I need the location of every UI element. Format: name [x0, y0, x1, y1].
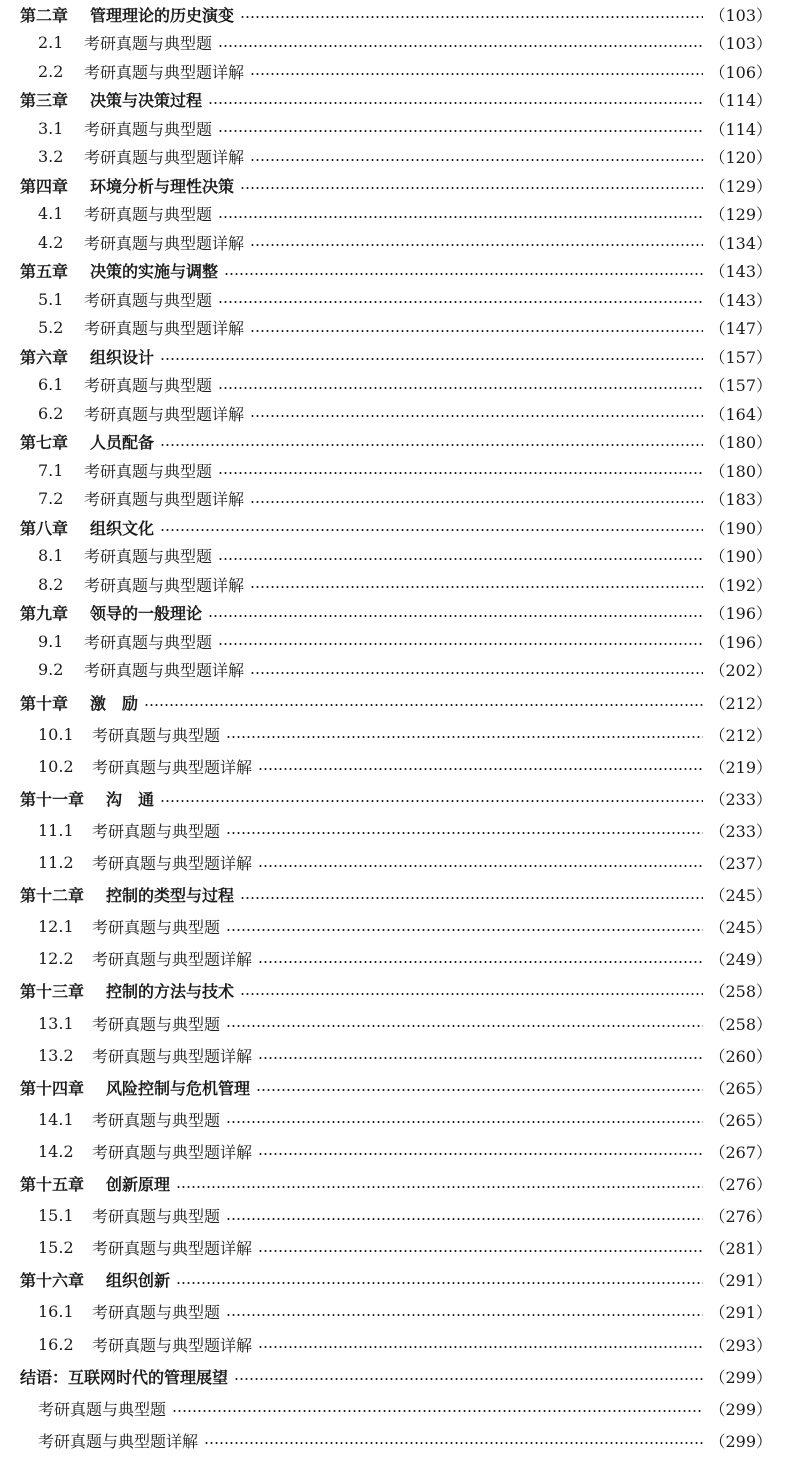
dot-leader: [226, 736, 703, 738]
toc-section-row: [0, 943, 790, 975]
dot-leader: [240, 16, 703, 18]
page-number: （299）: [709, 1431, 772, 1451]
dot-leader: [218, 45, 703, 47]
section-number: 16.2: [38, 1334, 74, 1354]
section-number: 10.1: [38, 724, 74, 744]
page-number: （114）: [709, 91, 772, 111]
toc-section-row: [0, 285, 790, 314]
dot-leader: [258, 1153, 703, 1155]
page-number: （103）: [709, 34, 772, 54]
toc-chapter-row: [0, 599, 790, 628]
dot-leader: [240, 897, 703, 899]
section-title: 考研真题与典型题详解: [84, 575, 245, 595]
page-number: （196）: [709, 632, 772, 652]
section-number: 9.1: [38, 631, 64, 651]
section-title: 考研真题与典型题: [38, 1399, 167, 1419]
section-number: 3.1: [38, 118, 64, 138]
section-title: 考研真题与典型题: [92, 1303, 221, 1323]
page-number: （299）: [709, 1367, 772, 1387]
section-number: 10.2: [38, 756, 74, 776]
section-number: 12.2: [38, 949, 74, 969]
section-number: 15.1: [38, 1206, 74, 1226]
toc-chapter-row: [0, 0, 790, 29]
page-number: （265）: [709, 1110, 772, 1130]
section-number: 14.2: [38, 1141, 74, 1161]
dot-leader: [258, 1250, 703, 1252]
dot-leader: [258, 768, 703, 770]
dot-leader: [218, 130, 703, 132]
dot-leader: [226, 832, 703, 834]
dot-leader: [160, 444, 703, 446]
page-number: （120）: [709, 148, 772, 168]
page-number: （192）: [709, 575, 772, 595]
page-number: （180）: [709, 433, 772, 453]
page-number: （260）: [709, 1046, 772, 1066]
toc-section-row: [0, 57, 790, 86]
toc-chapter-row: [0, 171, 790, 200]
toc-chapter-row: [0, 1264, 790, 1296]
section-number: 12.1: [38, 917, 74, 937]
chapter-title: 沟 通: [106, 789, 155, 809]
chapter-number: 第十四章: [20, 1078, 85, 1098]
section-number: 8.2: [38, 574, 64, 594]
chapter-title: 人员配备: [90, 433, 155, 453]
section-title: 考研真题与典型题详解: [92, 950, 253, 970]
toc-section-row: [0, 1200, 790, 1232]
chapter-title: 决策与决策过程: [90, 91, 203, 111]
dot-leader: [240, 993, 703, 995]
chapter-title: 激 励: [90, 693, 139, 713]
page-number: （164）: [709, 404, 772, 424]
section-title: 考研真题与典型题: [84, 119, 213, 139]
toc-section-row: [0, 847, 790, 879]
section-number: 13.2: [38, 1045, 74, 1065]
dot-leader: [160, 529, 703, 531]
page-number: （249）: [709, 950, 772, 970]
toc-section-row: [0, 29, 790, 58]
section-title: 考研真题与典型题详解: [84, 490, 245, 510]
dot-leader: [226, 929, 703, 931]
dot-leader: [176, 1186, 703, 1188]
toc-section-row: [0, 399, 790, 428]
dot-leader: [256, 1089, 703, 1091]
section-title: 考研真题与典型题详解: [92, 757, 253, 777]
chapter-number: 第二章: [20, 5, 69, 25]
page-number: （265）: [709, 1078, 772, 1098]
toc-section-row: [0, 1007, 790, 1039]
page-number: （258）: [709, 982, 772, 1002]
page-number: （129）: [709, 176, 772, 196]
dot-leader: [234, 1378, 703, 1380]
chapter-title: 管理理论的历史演变: [90, 5, 235, 25]
chapter-number: 第十二章: [20, 886, 85, 906]
section-title: 考研真题与典型题详解: [84, 661, 245, 681]
section-number: 3.2: [38, 147, 64, 167]
toc-section-row: [0, 228, 790, 257]
chapter-number: 第三章: [20, 91, 69, 111]
section-number: 4.2: [38, 232, 64, 252]
page-number: （233）: [709, 789, 772, 809]
chapter-number: 第十三章: [20, 982, 85, 1002]
toc-chapter-row: [0, 975, 790, 1007]
toc-section-row: [0, 200, 790, 229]
page-number: （293）: [709, 1335, 772, 1355]
page-number: （190）: [709, 518, 772, 538]
dot-leader: [218, 301, 703, 303]
dot-leader: [226, 1121, 703, 1123]
chapter-number: 第十一章: [20, 789, 85, 809]
page-number: （157）: [709, 347, 772, 367]
toc-section-row: [0, 911, 790, 943]
section-number: 14.1: [38, 1109, 74, 1129]
page-number: （276）: [709, 1207, 772, 1227]
chapter-number: 第六章: [20, 347, 69, 367]
dot-leader: [250, 501, 703, 503]
page-number: （233）: [709, 821, 772, 841]
toc-section-row: [0, 314, 790, 343]
dot-leader: [226, 1314, 703, 1316]
section-title: 考研真题与典型题详解: [84, 233, 245, 253]
toc-chapter-row: [0, 879, 790, 911]
section-number: 11.2: [38, 853, 74, 873]
dot-leader: [218, 216, 703, 218]
toc-section-row: [0, 542, 790, 571]
dot-leader: [176, 1282, 703, 1284]
section-title: 考研真题与典型题: [84, 290, 213, 310]
section-title: 考研真题与典型题: [92, 1014, 221, 1034]
section-title: 考研真题与典型题: [92, 1207, 221, 1227]
section-number: 4.1: [38, 204, 64, 224]
chapter-title: 结语：互联网时代的管理展望: [20, 1367, 229, 1387]
toc-section-row: [0, 570, 790, 599]
section-title: 考研真题与典型题: [84, 547, 213, 567]
dot-leader: [226, 1218, 703, 1220]
page-number: （180）: [709, 461, 772, 481]
page-number: （276）: [709, 1175, 772, 1195]
toc-section-row: [0, 1039, 790, 1071]
page-number: （114）: [709, 119, 772, 139]
dot-leader: [250, 244, 703, 246]
section-title: 考研真题与典型题: [92, 725, 221, 745]
dot-leader: [204, 1442, 703, 1444]
section-title: 考研真题与典型题: [92, 821, 221, 841]
toc-chapter-row: [0, 428, 790, 457]
dot-leader: [160, 358, 703, 360]
section-title: 考研真题与典型题: [84, 632, 213, 652]
section-title: 考研真题与典型题详解: [84, 148, 245, 168]
section-number: 7.1: [38, 460, 64, 480]
section-title: 考研真题与典型题详解: [38, 1431, 199, 1451]
toc-chapter-row: [0, 342, 790, 371]
page-number: （190）: [709, 547, 772, 567]
chapter-title: 环境分析与理性决策: [90, 176, 235, 196]
toc-section-row: [0, 485, 790, 514]
dot-leader: [218, 643, 703, 645]
section-number: 13.1: [38, 1013, 74, 1033]
chapter-title: 风险控制与危机管理: [106, 1078, 251, 1098]
chapter-number: 第十五章: [20, 1175, 85, 1195]
section-number: 7.2: [38, 489, 64, 509]
page-number: （267）: [709, 1142, 772, 1162]
toc-section-row: [0, 456, 790, 485]
dot-leader: [240, 187, 703, 189]
dot-leader: [218, 558, 703, 560]
chapter-number: 第五章: [20, 262, 69, 282]
chapter-title: 决策的实施与调整: [90, 262, 219, 282]
chapter-title: 组织设计: [90, 347, 155, 367]
toc-section-row: [0, 1103, 790, 1135]
dot-leader: [258, 1057, 703, 1059]
toc-section-row: [0, 1296, 790, 1328]
dot-leader: [224, 273, 703, 275]
toc-section-row: [0, 1328, 790, 1360]
page-number: （196）: [709, 604, 772, 624]
toc-chapter-row: [0, 1360, 790, 1392]
section-number: 9.2: [38, 660, 64, 680]
toc-section-row: [0, 371, 790, 400]
dot-leader: [172, 1410, 703, 1412]
section-number: 6.2: [38, 403, 64, 423]
section-number: 5.1: [38, 289, 64, 309]
dot-leader: [208, 615, 703, 617]
section-title: 考研真题与典型题详解: [84, 319, 245, 339]
page-number: （219）: [709, 757, 772, 777]
dot-leader: [160, 800, 703, 802]
section-number: 2.2: [38, 61, 64, 81]
chapter-title: 领导的一般理论: [90, 604, 203, 624]
dot-leader: [258, 865, 703, 867]
chapter-number: 第八章: [20, 518, 69, 538]
section-number: 2.1: [38, 33, 64, 53]
page-number: （299）: [709, 1399, 772, 1419]
page-number: （258）: [709, 1014, 772, 1034]
dot-leader: [208, 102, 703, 104]
page-number: （143）: [709, 262, 772, 282]
section-number: 8.1: [38, 546, 64, 566]
dot-leader: [250, 159, 703, 161]
page-number: （134）: [709, 233, 772, 253]
chapter-number: 第十章: [20, 693, 69, 713]
page-number: （157）: [709, 376, 772, 396]
section-title: 考研真题与典型题详解: [92, 1142, 253, 1162]
toc-chapter-row: [0, 1071, 790, 1103]
page-number: （143）: [709, 290, 772, 310]
dot-leader: [250, 415, 703, 417]
chapter-number: 第四章: [20, 176, 69, 196]
section-title: 考研真题与典型题详解: [92, 854, 253, 874]
toc-section-row: [0, 627, 790, 656]
page-number: （212）: [709, 693, 772, 713]
page-number: （202）: [709, 661, 772, 681]
dot-leader: [226, 1025, 703, 1027]
section-title: 考研真题与典型题: [84, 376, 213, 396]
toc-section-row: [0, 114, 790, 143]
section-title: 考研真题与典型题详解: [92, 1239, 253, 1259]
page-number: （245）: [709, 886, 772, 906]
section-number: 16.1: [38, 1302, 74, 1322]
toc-chapter-row: [0, 686, 790, 718]
page-number: （103）: [709, 5, 772, 25]
toc-chapter-row: [0, 513, 790, 542]
toc-section-row: [0, 1424, 790, 1456]
chapter-number: 第十六章: [20, 1271, 85, 1291]
toc-section-row: [0, 1232, 790, 1264]
dot-leader: [258, 1346, 703, 1348]
chapter-title: 创新原理: [106, 1175, 171, 1195]
page-number: （147）: [709, 319, 772, 339]
section-title: 考研真题与典型题: [84, 34, 213, 54]
section-title: 考研真题与典型题详解: [84, 62, 245, 82]
section-title: 考研真题与典型题详解: [84, 404, 245, 424]
chapter-number: 第九章: [20, 604, 69, 624]
section-title: 考研真题与典型题: [92, 1110, 221, 1130]
page-number: （245）: [709, 918, 772, 938]
toc-section-row: [0, 750, 790, 782]
toc-section-row: [0, 656, 790, 685]
page-number: （237）: [709, 854, 772, 874]
toc-chapter-row: [0, 257, 790, 286]
section-title: 考研真题与典型题: [92, 918, 221, 938]
page-number: （183）: [709, 490, 772, 510]
toc-section-row: [0, 143, 790, 172]
chapter-number: 第七章: [20, 433, 69, 453]
chapter-title: 控制的类型与过程: [106, 886, 235, 906]
dot-leader: [218, 387, 703, 389]
page-number: （291）: [709, 1303, 772, 1323]
dot-leader: [258, 961, 703, 963]
section-title: 考研真题与典型题: [84, 205, 213, 225]
section-number: 11.1: [38, 820, 74, 840]
dot-leader: [218, 472, 703, 474]
chapter-title: 组织文化: [90, 518, 155, 538]
dot-leader: [250, 672, 703, 674]
dot-leader: [250, 330, 703, 332]
section-number: 5.2: [38, 318, 64, 338]
toc-section-row: [0, 1135, 790, 1167]
page-number: （281）: [709, 1239, 772, 1259]
section-title: 考研真题与典型题详解: [92, 1335, 253, 1355]
section-title: 考研真题与典型题: [84, 461, 213, 481]
page-number: （212）: [709, 725, 772, 745]
dot-leader: [144, 704, 703, 706]
chapter-title: 控制的方法与技术: [106, 982, 235, 1002]
section-number: 6.1: [38, 375, 64, 395]
toc-chapter-row: [0, 86, 790, 115]
page-number: （106）: [709, 62, 772, 82]
toc-section-row: [0, 718, 790, 750]
toc-chapter-row: [0, 782, 790, 814]
dot-leader: [250, 586, 703, 588]
chapter-title: 组织创新: [106, 1271, 171, 1291]
toc-chapter-row: [0, 1168, 790, 1200]
section-title: 考研真题与典型题详解: [92, 1046, 253, 1066]
toc-section-row: [0, 1392, 790, 1424]
page-number: （129）: [709, 205, 772, 225]
page-number: （291）: [709, 1271, 772, 1291]
section-number: 15.2: [38, 1238, 74, 1258]
dot-leader: [250, 73, 703, 75]
toc-section-row: [0, 814, 790, 846]
